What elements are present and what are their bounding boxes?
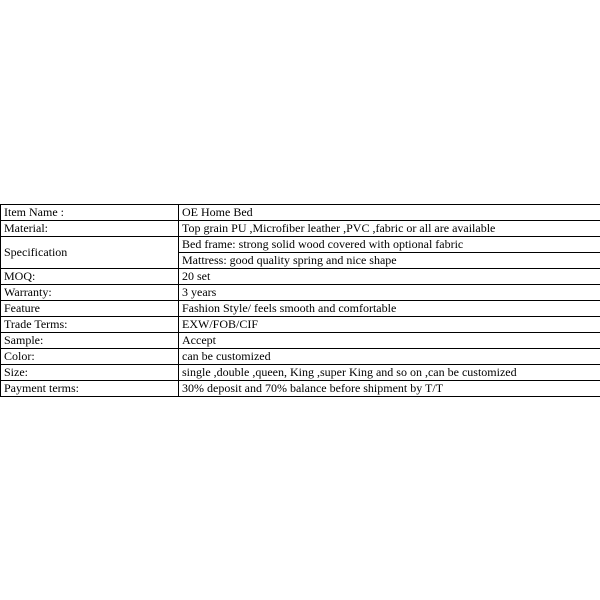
table-row [1, 365, 600, 381]
warranty-label: Warranty: [1, 285, 179, 301]
table-row [1, 301, 600, 317]
table-row [1, 349, 600, 365]
size-value: single ,double ,queen, King ,super King and so on ,can be customized [179, 365, 600, 381]
payment-terms-label: Payment terms: [1, 381, 179, 397]
table-row [1, 381, 600, 397]
specification-value-mattress: Mattress: good quality spring and nice shape [179, 253, 600, 269]
table-row [1, 317, 600, 333]
table-row [1, 333, 600, 349]
item-name-label: Item Name : [1, 205, 179, 221]
table-row [1, 221, 600, 237]
color-value: can be customized [179, 349, 600, 365]
sample-label: Sample: [1, 333, 179, 349]
moq-value: 20 set [179, 269, 600, 285]
table-row [1, 205, 600, 221]
color-label: Color: [1, 349, 179, 365]
table-row [1, 237, 600, 253]
item-name-value: OE Home Bed [179, 205, 600, 221]
warranty-value: 3 years [179, 285, 600, 301]
table-row [1, 285, 600, 301]
payment-terms-value: 30% deposit and 70% balance before shipment by T/T [179, 381, 600, 397]
material-value: Top grain PU ,Microfiber leather ,PVC ,fabric or all are available [179, 221, 600, 237]
moq-label: MOQ: [1, 269, 179, 285]
table-row [1, 269, 600, 285]
specification-value-bed-frame: Bed frame: strong solid wood covered with optional fabric [179, 237, 600, 253]
specification-label: Specification [1, 237, 179, 269]
trade-terms-label: Trade Terms: [1, 317, 179, 333]
product-spec-table [0, 204, 600, 397]
trade-terms-value: EXW/FOB/CIF [179, 317, 600, 333]
material-label: Material: [1, 221, 179, 237]
sample-value: Accept [179, 333, 600, 349]
size-label: Size: [1, 365, 179, 381]
feature-label: Feature [1, 301, 179, 317]
feature-value: Fashion Style/ feels smooth and comfortable [179, 301, 600, 317]
